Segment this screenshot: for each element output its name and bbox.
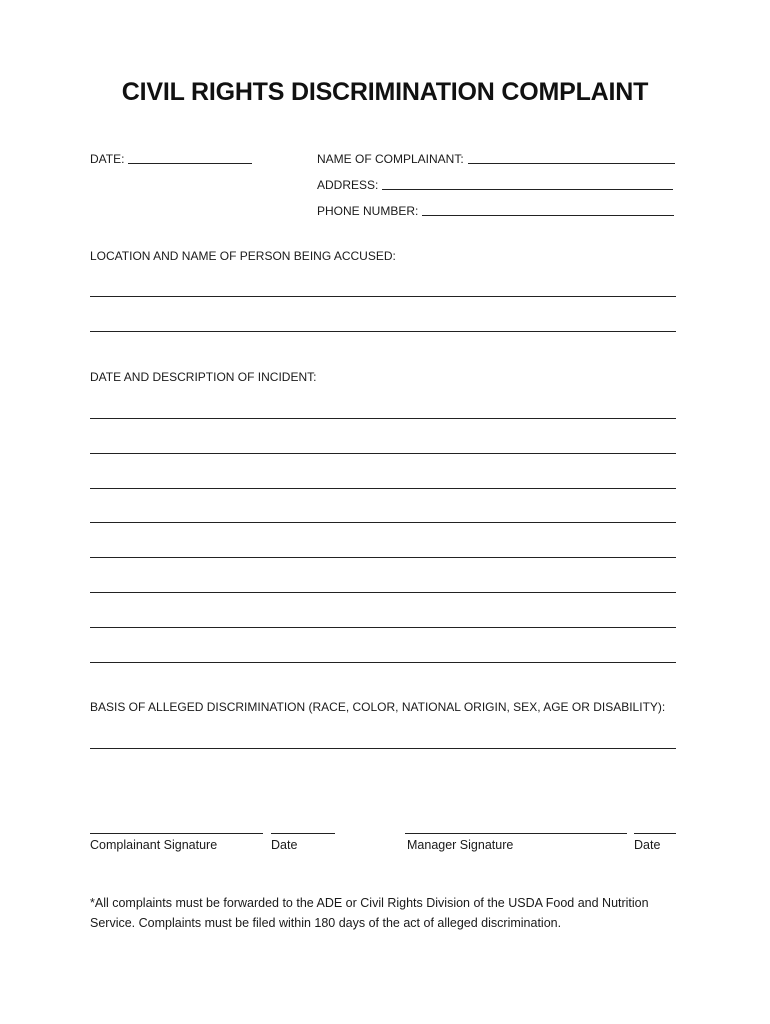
phone-number-field[interactable] [317, 204, 674, 218]
manager-signature-label: Manager Signature [407, 838, 514, 852]
date-label: DATE: [90, 152, 125, 166]
complainant-signature-label: Complainant Signature [90, 838, 218, 852]
address-blank[interactable] [382, 189, 673, 190]
incident-line[interactable] [90, 662, 676, 663]
complainant-signature-line[interactable] [90, 833, 263, 834]
complainant-name-label: NAME OF COMPLAINANT: [317, 152, 464, 166]
incident-line[interactable] [90, 557, 676, 558]
address-label: ADDRESS: [317, 178, 379, 192]
incident-line[interactable] [90, 522, 676, 523]
complainant-name-field[interactable] [317, 152, 675, 166]
complainant-name-blank[interactable] [468, 163, 675, 164]
date-field[interactable] [90, 152, 252, 166]
incident-line[interactable] [90, 453, 676, 454]
accused-line[interactable] [90, 331, 676, 332]
basis-section-label: BASIS OF ALLEGED DISCRIMINATION (RACE, COLOR, NATIONAL ORIGIN, SEX, AGE OR DISABILITY): [90, 700, 666, 714]
incident-line[interactable] [90, 488, 676, 489]
accused-section-label: LOCATION AND NAME OF PERSON BEING ACCUSED: [90, 249, 396, 263]
address-field[interactable] [317, 178, 673, 192]
complainant-date-line[interactable] [271, 833, 335, 834]
incident-line[interactable] [90, 627, 676, 628]
phone-number-blank[interactable] [422, 215, 674, 216]
date-blank[interactable] [128, 163, 252, 164]
footnote-text: *All complaints must be forwarded to the ADE or Civil Rights Division of the USDA Food and Nutrition Service. Complaints must be filed within 180 days of the act of alleged discrimination. [90, 896, 649, 930]
basis-line[interactable] [90, 748, 676, 749]
manager-date-label: Date [634, 838, 661, 852]
manager-signature-line[interactable] [405, 833, 627, 834]
accused-line[interactable] [90, 296, 676, 297]
phone-number-label: PHONE NUMBER: [317, 204, 419, 218]
incident-line[interactable] [90, 418, 676, 419]
manager-date-line[interactable] [634, 833, 676, 834]
form-title: CIVIL RIGHTS DISCRIMINATION COMPLAINT [121, 78, 649, 106]
complainant-date-label: Date [271, 838, 298, 852]
incident-line[interactable] [90, 592, 676, 593]
incident-section-label: DATE AND DESCRIPTION OF INCIDENT: [90, 370, 317, 384]
